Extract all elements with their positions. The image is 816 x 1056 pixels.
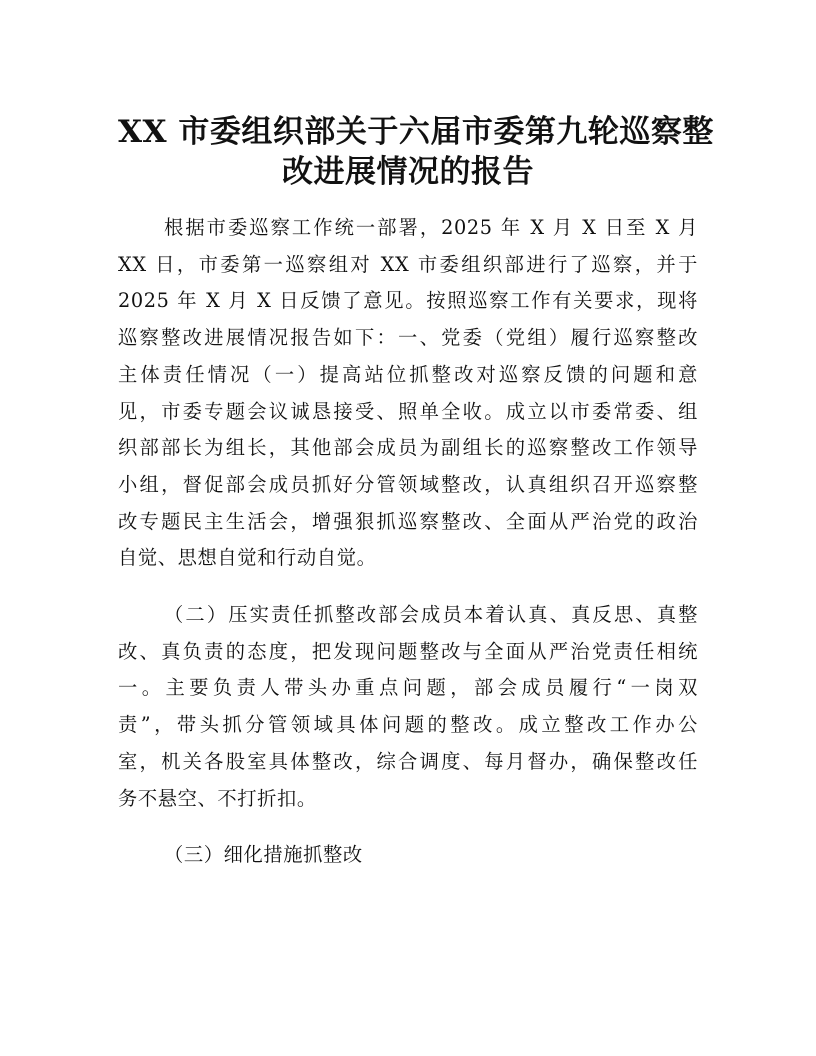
paragraph-line: 2025 年 X 月 X 日反馈了意见。按照巡察工作有关要求，现将	[118, 289, 698, 313]
paragraph-line: 织部部长为组长，其他部会成员为副组长的巡察整改工作领导	[118, 436, 698, 460]
document-title	[118, 112, 714, 192]
title-line-2: 改进展情况的报告	[282, 154, 534, 190]
paragraph-spacer	[118, 577, 698, 597]
paragraph-spacer	[118, 817, 698, 837]
document-body	[118, 210, 698, 874]
paragraph-line: 一。主要负责人带头办重点问题，部会成员履行“一岗双	[118, 676, 698, 700]
paragraph-line: XX 日，市委第一巡察组对 XX 市委组织部进行了巡察，并于	[118, 252, 698, 276]
paragraph-line: 小组，督促部会成员抓好分管领域整改，认真组织召开巡察整	[118, 472, 698, 496]
paragraph-line: 改专题民主生活会，增强狠抓巡察整改、全面从严治党的政治	[118, 509, 698, 533]
paragraph-line: （三）细化措施抓整改	[164, 843, 363, 867]
paragraph-1	[118, 210, 698, 577]
paragraph-3	[118, 837, 698, 874]
paragraph-line: 自觉、思想自觉和行动自觉。	[118, 546, 377, 570]
paragraph-line: （二）压实责任抓整改部会成员本着认真、真反思、真整	[164, 603, 698, 627]
paragraph-line: 主体责任情况（一）提高站位抓整改对巡察反馈的问题和意	[118, 362, 698, 386]
paragraph-2	[118, 597, 698, 817]
paragraph-line: 巡察整改进展情况报告如下：一、党委（党组）履行巡察整改	[118, 326, 698, 350]
paragraph-line: 务不悬空、不打折扣。	[118, 786, 317, 810]
title-line-1: XX 市委组织部关于六届市委第九轮巡察整	[118, 114, 714, 150]
paragraph-line: 根据市委巡察工作统一部署，2025 年 X 月 X 日至 X 月	[164, 216, 698, 239]
paragraph-line: 室，机关各股室具体整改，综合调度、每月督办，确保整改任	[118, 749, 698, 773]
paragraph-line: 改、真负责的态度，把发现问题整改与全面从严治党责任相统	[118, 639, 698, 663]
paragraph-line: 责”，带头抓分管领域具体问题的整改。成立整改工作办公	[118, 713, 698, 737]
paragraph-line: 见，市委专题会议诚恳接受、照单全收。成立以市委常委、组	[118, 399, 698, 423]
